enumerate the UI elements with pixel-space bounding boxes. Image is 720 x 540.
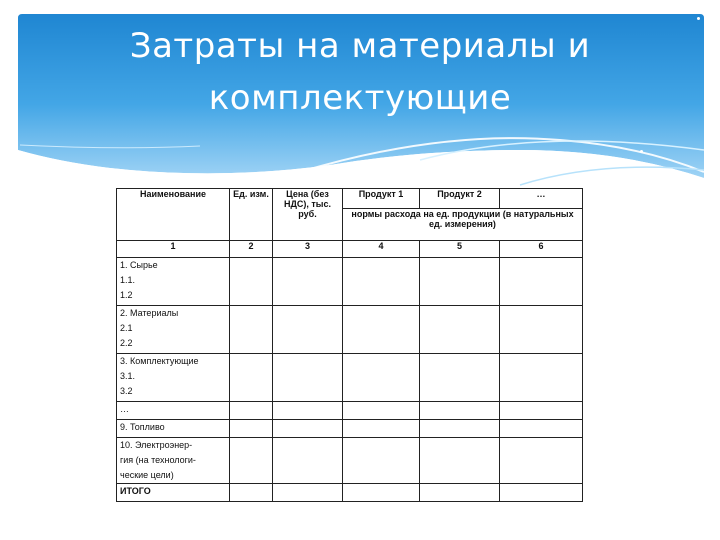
title-line-2: комплектующие bbox=[208, 78, 512, 118]
header-price: Цена (без НДС), тыс. руб. bbox=[273, 189, 343, 241]
table-row bbox=[117, 258, 583, 306]
row-label: 10. Электроэнер- гия (на технологи- ческие цели) bbox=[117, 438, 230, 484]
row-label: 1. Сырье 1.1. 1.2 bbox=[117, 258, 230, 306]
sparkle-icon bbox=[640, 150, 643, 153]
column-number: 5 bbox=[420, 241, 500, 258]
column-number: 3 bbox=[273, 241, 343, 258]
cost-table bbox=[116, 188, 583, 502]
header-norms: нормы расхода на ед. продукции (в натуральных ед. измерения) bbox=[343, 209, 583, 241]
sparkle-icon bbox=[697, 17, 700, 20]
header-more: … bbox=[500, 189, 583, 209]
row-label: … bbox=[117, 402, 230, 420]
column-number: 2 bbox=[230, 241, 273, 258]
header-name: Наименование bbox=[117, 189, 230, 241]
column-number: 6 bbox=[500, 241, 583, 258]
row-label: 3. Комплектующие 3.1. 3.2 bbox=[117, 354, 230, 402]
table-row bbox=[117, 354, 583, 402]
table-row bbox=[117, 420, 583, 438]
header-product-1: Продукт 1 bbox=[343, 189, 420, 209]
table-row bbox=[117, 438, 583, 484]
row-label-total: ИТОГО bbox=[117, 484, 230, 502]
cost-table-image bbox=[116, 188, 584, 518]
column-number: 1 bbox=[117, 241, 230, 258]
row-label: 9. Топливо bbox=[117, 420, 230, 438]
header-product-2: Продукт 2 bbox=[420, 189, 500, 209]
header-banner bbox=[0, 0, 720, 200]
slide-title bbox=[60, 20, 660, 124]
table-row-total bbox=[117, 484, 583, 502]
table-row bbox=[117, 402, 583, 420]
title-line-1: Затраты на материалы и bbox=[129, 26, 591, 66]
header-unit: Ед. изм. bbox=[230, 189, 273, 241]
table-row bbox=[117, 306, 583, 354]
row-label: 2. Материалы 2.1 2.2 bbox=[117, 306, 230, 354]
column-number: 4 bbox=[343, 241, 420, 258]
